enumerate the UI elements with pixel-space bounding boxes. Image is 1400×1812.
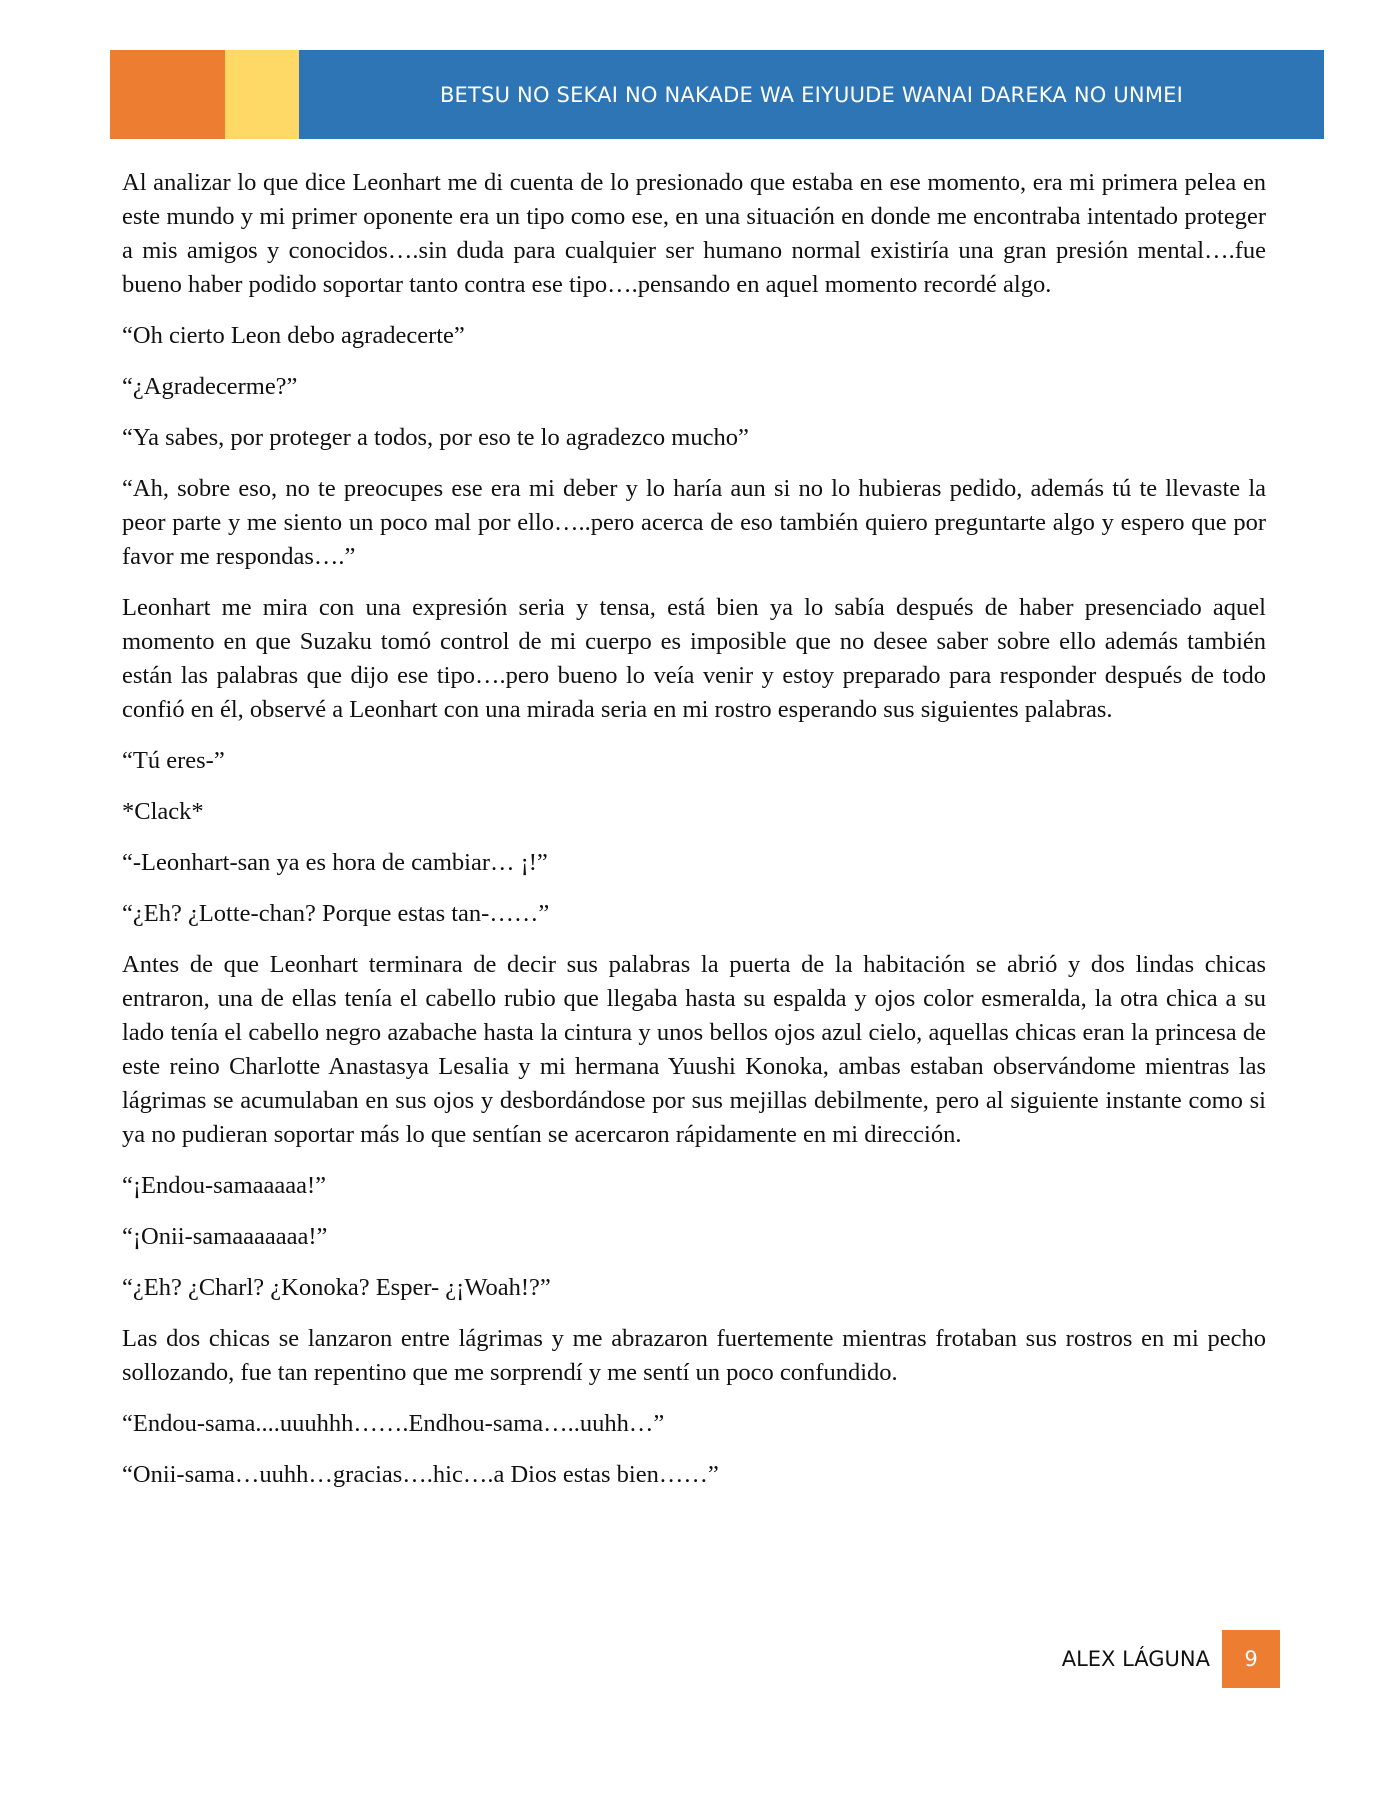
paragraph: “¿Agradecerme?” — [122, 373, 298, 400]
paragraph: *Clack* — [122, 798, 204, 825]
paragraph: Antes de que Leonhart terminara de decir sus palabras la puerta de la habitación se abrió y dos lindas chicas entraron, una de ellas tenía el cabello rubio que llegaba hasta su espalda y ojos color esmeralda, la otra chica a su lado tenía el cabello negro azabache hasta la cintura y unos bellos ojos azul cielo, aquellas chicas eran la princesa de este reino Charlotte Anastasya Lesalia y mi hermana Yuushi Konoka, ambas estaban observándome mientras las lágrimas se acumulaban en sus ojos y desbordándose por sus mejillas debilmente, pero al siguiente instante como si ya no pudieran soportar más lo que sentían se acercaron rápidamente en mi dirección. — [122, 951, 1266, 1148]
page-number-badge — [1222, 1630, 1280, 1688]
header-title: BETSU NO SEKAI NO NAKADE WA EIYUUDE WANAI DAREKA NO UNMEI — [439, 82, 1184, 107]
paragraph: Las dos chicas se lanzaron entre lágrimas y me abrazaron fuertemente mientras frotaban sus rostros en mi pecho sollozando, fue tan repentino que me sorprendí y me sentí un poco confundido. — [122, 1325, 1266, 1386]
paragraph: “¡Endou-samaaaaa!” — [122, 1172, 327, 1199]
paragraph: “Ya sabes, por proteger a todos, por eso te lo agradezco mucho” — [122, 424, 749, 451]
header-yellow-block — [225, 50, 299, 139]
paragraph: “¿Eh? ¿Lotte-chan? Porque estas tan-……” — [122, 900, 550, 927]
page-header — [110, 50, 1324, 139]
paragraph: “¡Onii-samaaaaaaa!” — [122, 1223, 328, 1250]
header-title-bar — [299, 50, 1324, 139]
paragraph: Al analizar lo que dice Leonhart me di cuenta de lo presionado que estaba en ese momento, era mi primera pelea en este mundo y mi primer oponente era un tipo como ese, en una situación en donde me encontraba intentado proteger a mis amigos y conocidos….sin duda para cualquier ser humano normal existiría una gran presión mental….fue bueno haber podido soportar tanto contra ese tipo….pensando en aquel momento recordé algo. — [122, 169, 1266, 298]
paragraph: “Onii-sama…uuhh…gracias….hic….a Dios estas bien……” — [122, 1461, 719, 1488]
page-footer — [1062, 1630, 1280, 1688]
page-number: 9 — [1244, 1647, 1258, 1671]
paragraph: “Ah, sobre eso, no te preocupes ese era mi deber y lo haría aun si no lo hubieras pedido, además tú te llevaste la peor parte y me siento un poco mal por ello…..pero acerca de eso también quiero preguntarte algo y espero que por favor me respondas….” — [122, 475, 1266, 570]
document-body — [122, 166, 1266, 1509]
footer-author: ALEX LÁGUNA — [1061, 1647, 1210, 1671]
paragraph: Leonhart me mira con una expresión seria y tensa, está bien ya lo sabía después de haber presenciado aquel momento en que Suzaku tomó control de mi cuerpo es imposible que no desee saber sobre ello además también están las palabras que dijo ese tipo….pero bueno lo veía venir y estoy preparado para responder después de todo confió en él, observé a Leonhart con una mirada seria en mi rostro esperando sus siguientes palabras. — [122, 594, 1266, 723]
paragraph: “Tú eres-” — [122, 747, 225, 774]
paragraph: “-Leonhart-san ya es hora de cambiar… ¡!” — [122, 849, 548, 876]
header-orange-block — [110, 50, 225, 139]
paragraph: “¿Eh? ¿Charl? ¿Konoka? Esper- ¿¡Woah!?” — [122, 1274, 551, 1301]
paragraph: “Oh cierto Leon debo agradecerte” — [122, 322, 465, 349]
paragraph: “Endou-sama....uuuhhh…….Endhou-sama…..uuhh…” — [122, 1410, 665, 1437]
